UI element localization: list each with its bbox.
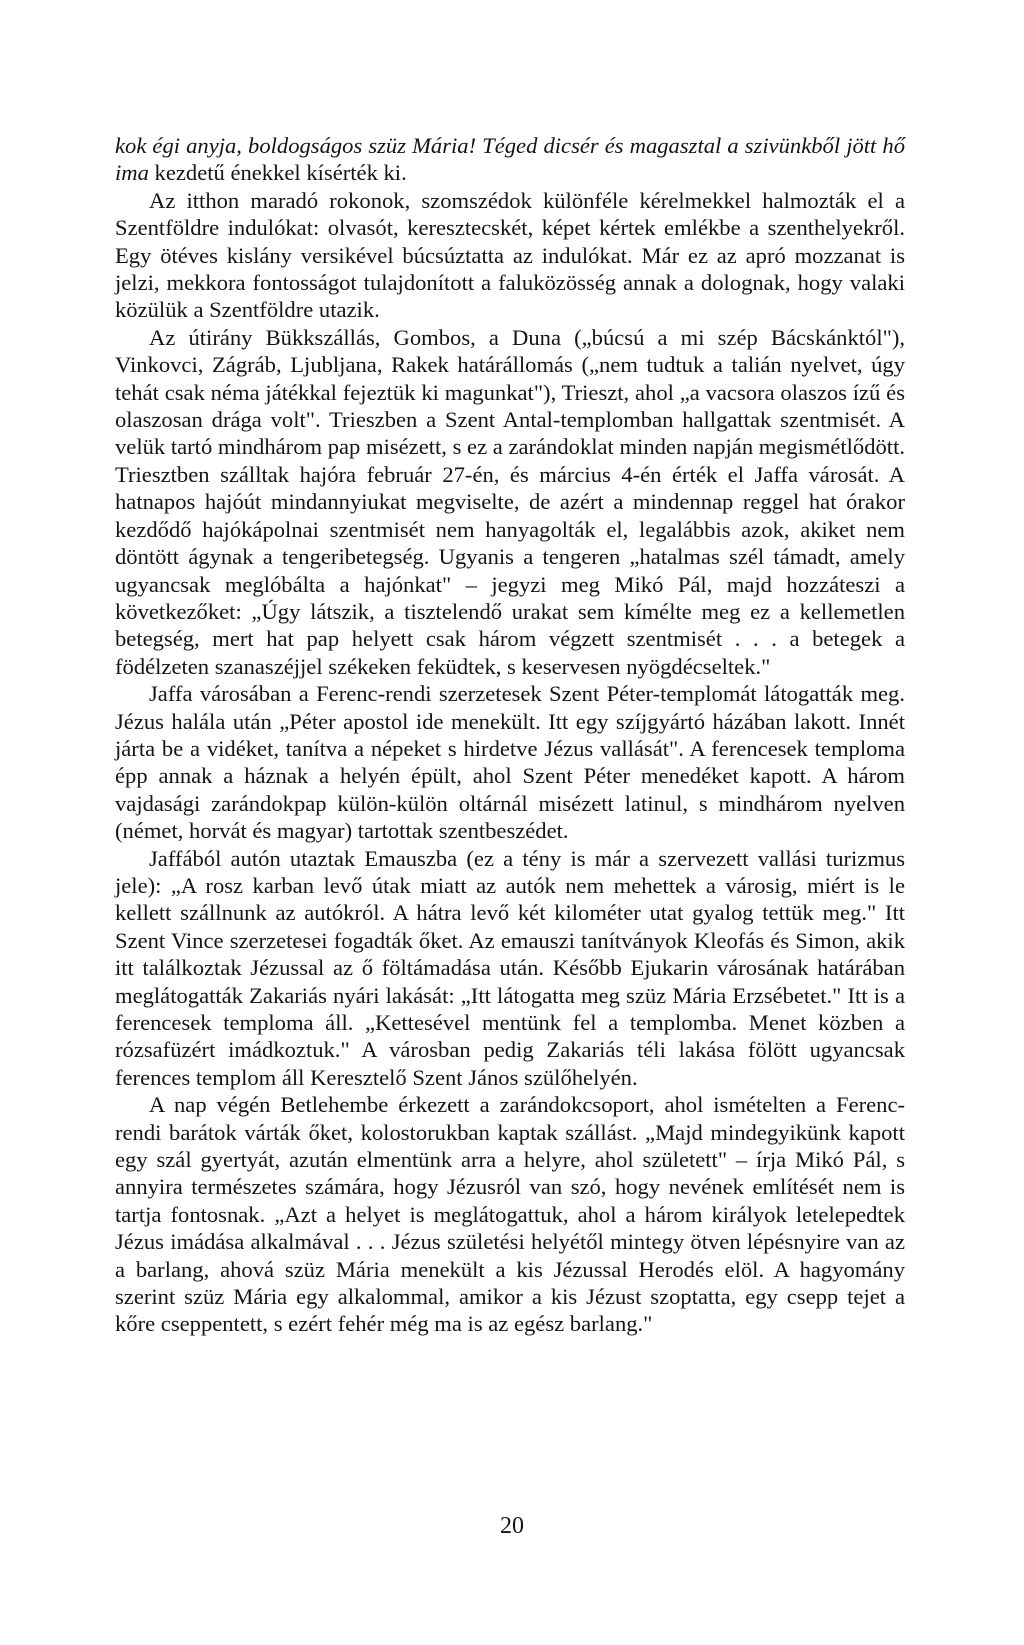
- paragraph: A nap végén Betlehembe érkezett a zarándokcsoport, ahol ismételten a Ferenc-rendi barátok várták őket, kolostorukban kaptak szállást. „Majd mindegyikünk kapott egy szál gyertyát, azután elmentünk arra a helyre, ahol született" – írja Mikó Pál, s annyira természetes számára, hogy Jézusról van szó, hogy nevének említését nem is tartja fontosnak. „Azt a helyet is meglátogattuk, ahol a három királyok letelepedtek Jézus imádása alkalmával . . . Jézus születési helyétől mintegy ötven lépésnyire van az a barlang, ahová szüz Mária menekült a kis Jézussal Herodés elöl. A hagyomány szerint szüz Mária egy alkalommal, amikor a kis Jézust szoptatta, egy csepp tejet a kőre cseppentett, s ezért fehér még ma is az egész barlang.": [115, 1092, 905, 1337]
- italic-hymn-text: kok égi anyja, boldogságos szüz Mária! Téged dicsér és magasztal a szivünkből jött hő ima: [115, 133, 905, 186]
- paragraph: Az itthon maradó rokonok, szomszédok különféle kérelmekkel halmozták el a Szentföldre indulókat: olvasót, keresztecskét, képet kértek emlékbe a szenthelyekről. Egy ötéves kislány versikével búcsúztatta az indulókat. Már ez az apró mozzanat is jelzi, mekkora fontosságot tulajdonított a faluközösség annak a dolognak, hogy valaki közülük a Szentföldre utazik.: [115, 187, 905, 323]
- paragraph: Az útirány Bükkszállás, Gombos, a Duna („búcsú a mi szép Bácskánktól"), Vinkovci, Zágráb, Ljubljana, Rakek határállomás („nem tudtuk a talián nyelvet, úgy tehát csak néma játékkal fejeztük ki magunkat"), Trieszt, ahol „a vacsora olaszos ízű és olaszosan drága volt". Trieszben a Szent Antal-templomban hallgattak szentmisét. A velük tartó mindhárom pap misézett, s ez a zarándoklat minden napján megismétlődött. Triesztben szálltak hajóra február 27-én, és március 4-én érték el Jaffa városát. A hatnapos hajóút mindannyiukat megviselte, de azért a mindennap reggel hat órakor kezdődő hajókápolnai szentmisét nem hanyagolták el, legalábbis azok, akiket nem döntött ágynak a tengeribetegség. Ugyanis a tengeren „hatalmas szél támadt, amely ugyancsak meglóbálta a hajónkat" – jegyzi meg Mikó Pál, majd hozzáteszi a következőket: „Úgy látszik, a tisztelendő urakat sem kímélte meg ez a kellemetlen betegség, mert hat pap helyett csak három végzett szentmisét . . . a betegek a födélzeten szanaszéjjel székeken feküdtek, s keservesen nyögdécseltek.": [115, 324, 905, 679]
- page-number: 20: [500, 1513, 524, 1539]
- body-text: [115, 132, 905, 1338]
- paragraph: Jaffa városában a Ferenc-rendi szerzetesek Szent Péter-templomát látogatták meg. Jézus halála után „Péter apostol ide menekült. Itt egy szíjgyártó házában lakott. Innét járta be a vidéket, tanítva a népeket s hirdetve Jézus vallását". A ferencesek temploma épp annak a háznak a helyén épült, ahol Szent Péter menedéket kapott. A három vajdasági zarándokpap külön-külön oltárnál misézett latinul, s mindhárom nyelven (német, horvát és magyar) tartottak szentbeszédet.: [115, 681, 905, 844]
- paragraph: [115, 132, 905, 187]
- paragraph: Jaffából autón utaztak Emauszba (ez a tény is már a szervezett vallási turizmus jele): „A rosz karban levő útak miatt az autók nem mehettek a városig, miért is le kellett szállnunk az autókról. A hátra levő két kilométer utat gyalog tettük meg." Itt Szent Vince szerzetesei fogadták őket. Az emauszi tanítványok Kleofás és Simon, akik itt találkoztak Jézussal az ő föltámadása után. Később Ejukarin városának határában meglátogatták Zakariás nyári lakását: „Itt látogatta meg szüz Mária Erzsébetet." Itt is a ferencesek temploma áll. „Kettesével mentünk fel a templomba. Menet közben a rózsafüzért imádkoztuk." A városban pedig Zakariás téli lakása fölött ugyancsak ferences templom áll Keresztelő Szent János szülőhelyén.: [115, 845, 905, 1090]
- paragraph-text: kezdetű énekkel kísérték ki.: [148, 160, 407, 186]
